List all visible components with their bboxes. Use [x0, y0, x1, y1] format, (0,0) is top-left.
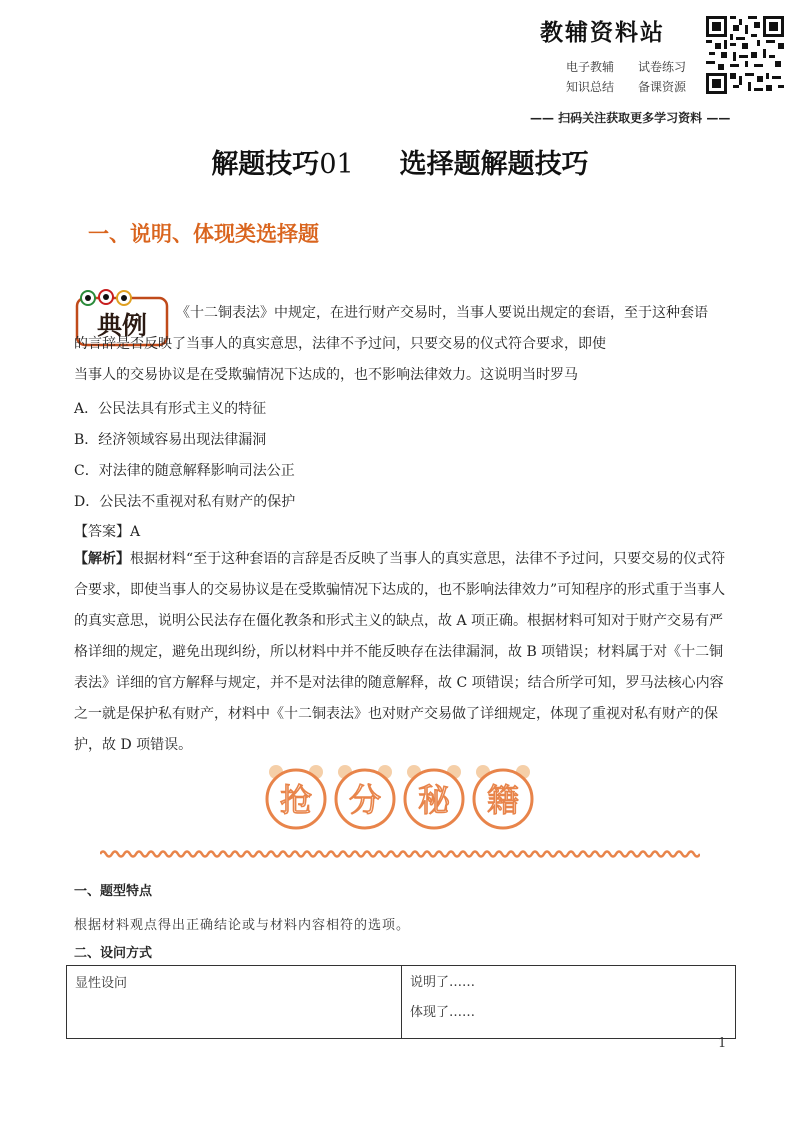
ask-form-1: 说明了…… [410, 975, 476, 990]
page-title [0, 142, 800, 181]
tag-summary: 知识总结 [566, 80, 615, 94]
title-part-2: 选择题解题技巧 [399, 149, 589, 180]
scan-caption: —— 扫码关注获取更多学习资料 —— [530, 111, 731, 125]
ask-heading: 二、设问方式 [74, 946, 153, 961]
question-line-3: 当事人的交易协议是在受欺骗情况下达成的，也不影响法律效力。这说明当时罗马 [74, 367, 578, 383]
title-part-1: 解题技巧 [211, 149, 320, 180]
feature-heading: 一、题型特点 [74, 884, 153, 899]
ask-forms-cell [402, 966, 736, 1039]
tag-resource: 备课资源 [638, 80, 687, 94]
secret-char-4 [474, 765, 532, 828]
svg-text:籍: 籍 [486, 781, 520, 819]
feature-text: 根据材料观点得出正确结论或与材料内容相符的选项。 [74, 918, 411, 933]
svg-text:分: 分 [348, 781, 382, 819]
option-c: C．对法律的随意解释影响司法公正 [74, 463, 295, 479]
question-line-2: 的言辞是否反映了当事人的真实意思，法律不予过问，只要交易的仪式符合要求，即使 [74, 336, 606, 352]
analysis-text: 根据材料“至于这种套语的言辞是否反映了当事人的真实意思，法律不予过问，只要交易的仪式符合要求，即使当事人的交易协议是在受欺骗情况下达成的，也不影响法律效力”可知程序的形式重于当事人的真实意思，说明公民法存在僵化教条和形式主义的缺点，故 A 项正确。根据材料可知对于财产交易有严格详细的规定，避免出现纠纷，所以材料中并不能反映存在法律漏洞，故 B 项错误；材料属于对《十二铜表法》详细的官方解释与规定，并不是对法律的随意解释，故 C 项错误；结合所学可知，罗马法核心内容之一就是保护私有财产，材料中《十二铜表法》也对财产交易做了详细规定，体现了重视对私有财产的保护，故 D 项错误。 [74, 551, 726, 753]
question-line-1: 《十二铜表法》中规定，在进行财产交易时，当事人要说出规定的套语，至于这种套语 [176, 305, 708, 321]
secret-char-3 [405, 765, 463, 828]
tag-ebook: 电子教辅 [566, 60, 615, 74]
ask-type-cell: 显性设问 [67, 966, 402, 1039]
table-row [67, 966, 736, 1039]
brand-title: 教辅资料站 [540, 20, 665, 46]
option-a: A．公民法具有形式主义的特征 [74, 401, 267, 417]
ask-form-2: 体现了…… [410, 1005, 476, 1020]
tag-exam: 试卷练习 [638, 60, 687, 74]
example-badge-label: 典例 [96, 311, 148, 340]
analysis [74, 544, 736, 761]
option-d: D．公民法不重视对私有财产的保护 [74, 494, 296, 510]
secret-char-1 [267, 765, 325, 828]
page-number: 1 [718, 1036, 727, 1051]
option-b: B．经济领域容易出现法律漏洞 [74, 432, 267, 448]
wavy-divider [100, 848, 700, 860]
secret-tips-banner [262, 765, 538, 831]
tags-row-1 [566, 57, 710, 77]
section-heading: 一、说明、体现类选择题 [88, 222, 319, 246]
tags-row-2 [566, 77, 710, 97]
svg-text:抢: 抢 [279, 781, 313, 819]
qr-code-icon [706, 16, 784, 94]
svg-text:秘: 秘 [417, 781, 451, 819]
analysis-tag: 【解析】 [74, 551, 130, 567]
secret-char-2 [336, 765, 394, 828]
answer: 【答案】A [74, 524, 141, 540]
brand-tags [566, 57, 710, 97]
title-number: 01 [319, 149, 354, 180]
ask-table [66, 965, 736, 1039]
